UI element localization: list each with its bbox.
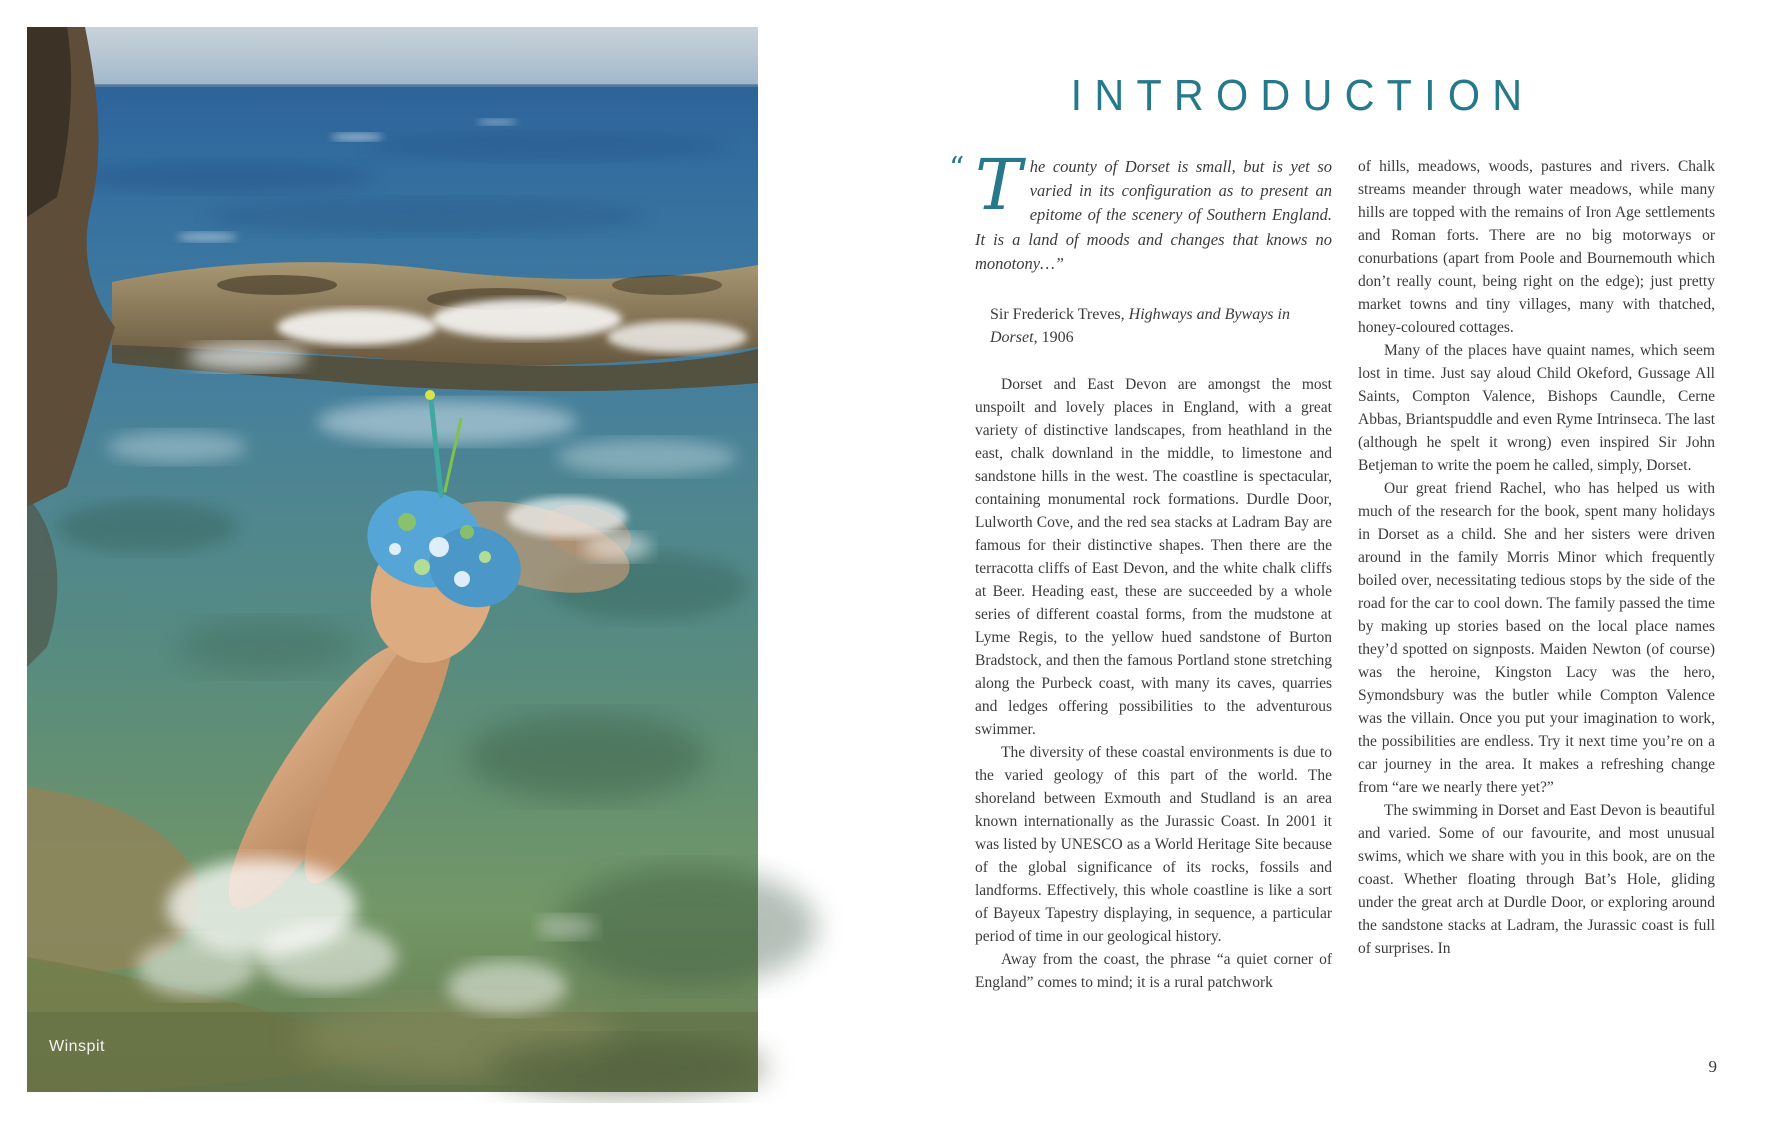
photo-winspit bbox=[27, 27, 758, 1092]
attribution-work-title: Highways and Byways in Dorset bbox=[990, 306, 1290, 346]
paragraph: The swimming in Dorset and East Devon is beautiful and varied. Some of our favourite, and most unusual swims, which we share with you in this book, are on the coast. Whether floating through Bat’s Hole, gliding under the great arch at Durdle Door, or exploring around the sandstone stacks at Ladram, the Jurassic coast is full of surprises. In bbox=[1358, 802, 1715, 957]
drop-cap: T bbox=[975, 144, 1022, 226]
column-left bbox=[949, 144, 1332, 1105]
column-right bbox=[1358, 155, 1715, 1105]
paragraph: Many of the places have quaint names, which seem lost in time. Just say aloud Child Okeford, Gussage All Saints, Compton Valence, Bishops Caundle, Cerne Abbas, Briantspuddle and even Ryme Intrinseca. The last (although he spelt it wrong) even inspired Sir John Betjeman to write the poem he called, simply, Dorset. bbox=[1358, 342, 1715, 474]
sea-photo-illustration bbox=[27, 27, 758, 1092]
quote-text: he county of Dorset is small, but is yet so varied in its configuration as to present an epitome of the scenery of Southern England. It is a land of moods and changes that knows no monotony…” bbox=[975, 157, 1332, 273]
text-block bbox=[949, 144, 1715, 1105]
epigraph-quote bbox=[949, 144, 1332, 281]
paragraph: of hills, meadows, woods, pastures and rivers. Chalk streams meander through water meadows, while many hills are topped with the remains of Iron Age settlements and Roman forts. There are no big motorways or conurbations (apart from Poole and Bournemouth which don’t really count, being right on the edge); just pretty market towns and tiny villages, many with thatched, honey-coloured cottages. bbox=[1358, 158, 1715, 336]
page-title: INTRODUCTION bbox=[1070, 71, 1535, 120]
photo-caption: Winspit bbox=[49, 1038, 105, 1055]
page-number: 9 bbox=[1708, 1057, 1717, 1076]
attribution-author: Sir Frederick Treves, bbox=[990, 306, 1129, 323]
paragraph: The diversity of these coastal environments is due to the varied geology of this part of the world. The shoreland between Exmouth and Studland is an area known internationally as the Jurassic Coast. In 2001 it was listed by UNESCO as a World Heritage Site because of the global significance of its rocks, fossils and landforms. Effectively, this whole coastline is like a sort of Bayeux Tapestry displaying, in sequence, a particular period of time in our geological history. bbox=[975, 744, 1332, 945]
opening-quote-mark: “ bbox=[949, 151, 965, 186]
attribution-year: , 1906 bbox=[1033, 329, 1074, 346]
paragraph: Dorset and East Devon are amongst the most unspoilt and lovely places in England, with a great variety of distinctive landscapes, from heathland in the east, chalk downland in the middle, to limestone and sandstone hills in the west. The coastline is spectacular, containing monumental rock formations. Durdle Door, Lulworth Cove, and the red sea stacks at Ladram Bay are famous for their distinctive shapes. Then there are the terracotta cliffs of East Devon, and the white chalk cliffs at Beer. Heading east, these are succeeded by a whole series of different coastal forms, from the mudstone at Lyme Regis, to the yellow hued sandstone of Burton Bradstock, and then the famous Portland stone stretching along the Purbeck coast, with many its caves, quarries and ledges offering possibilities to the adventurous swimmer. bbox=[975, 376, 1332, 738]
paragraph: Our great friend Rachel, who has helped us with much of the research for the book, spent many holidays in Dorset as a child. She and her sisters were driven around in the family Morris Minor which frequently boiled over, necessitating tedious stops by the side of the road for the car to cool down. The family passed the time by making up stories based on the local place names they’d spotted on signposts. Maiden Newton (of course) was the heroine, Kingston Lacy was the hero, Symondsbury was the butler while Compton Valence was the villain. Once you put your imagination to work, the possibilities are endless. Try it next time you’re on a car journey in the area. It makes a refreshing change from “are we nearly there yet?” bbox=[1358, 480, 1715, 796]
introduction-page bbox=[860, 27, 1745, 1099]
paragraph: Away from the coast, the phrase “a quiet corner of England” comes to mind; it is a rural patchwork bbox=[975, 951, 1332, 991]
quote-attribution bbox=[990, 303, 1332, 349]
quote-lead bbox=[949, 144, 1030, 226]
two-column-layout bbox=[949, 144, 1715, 1105]
